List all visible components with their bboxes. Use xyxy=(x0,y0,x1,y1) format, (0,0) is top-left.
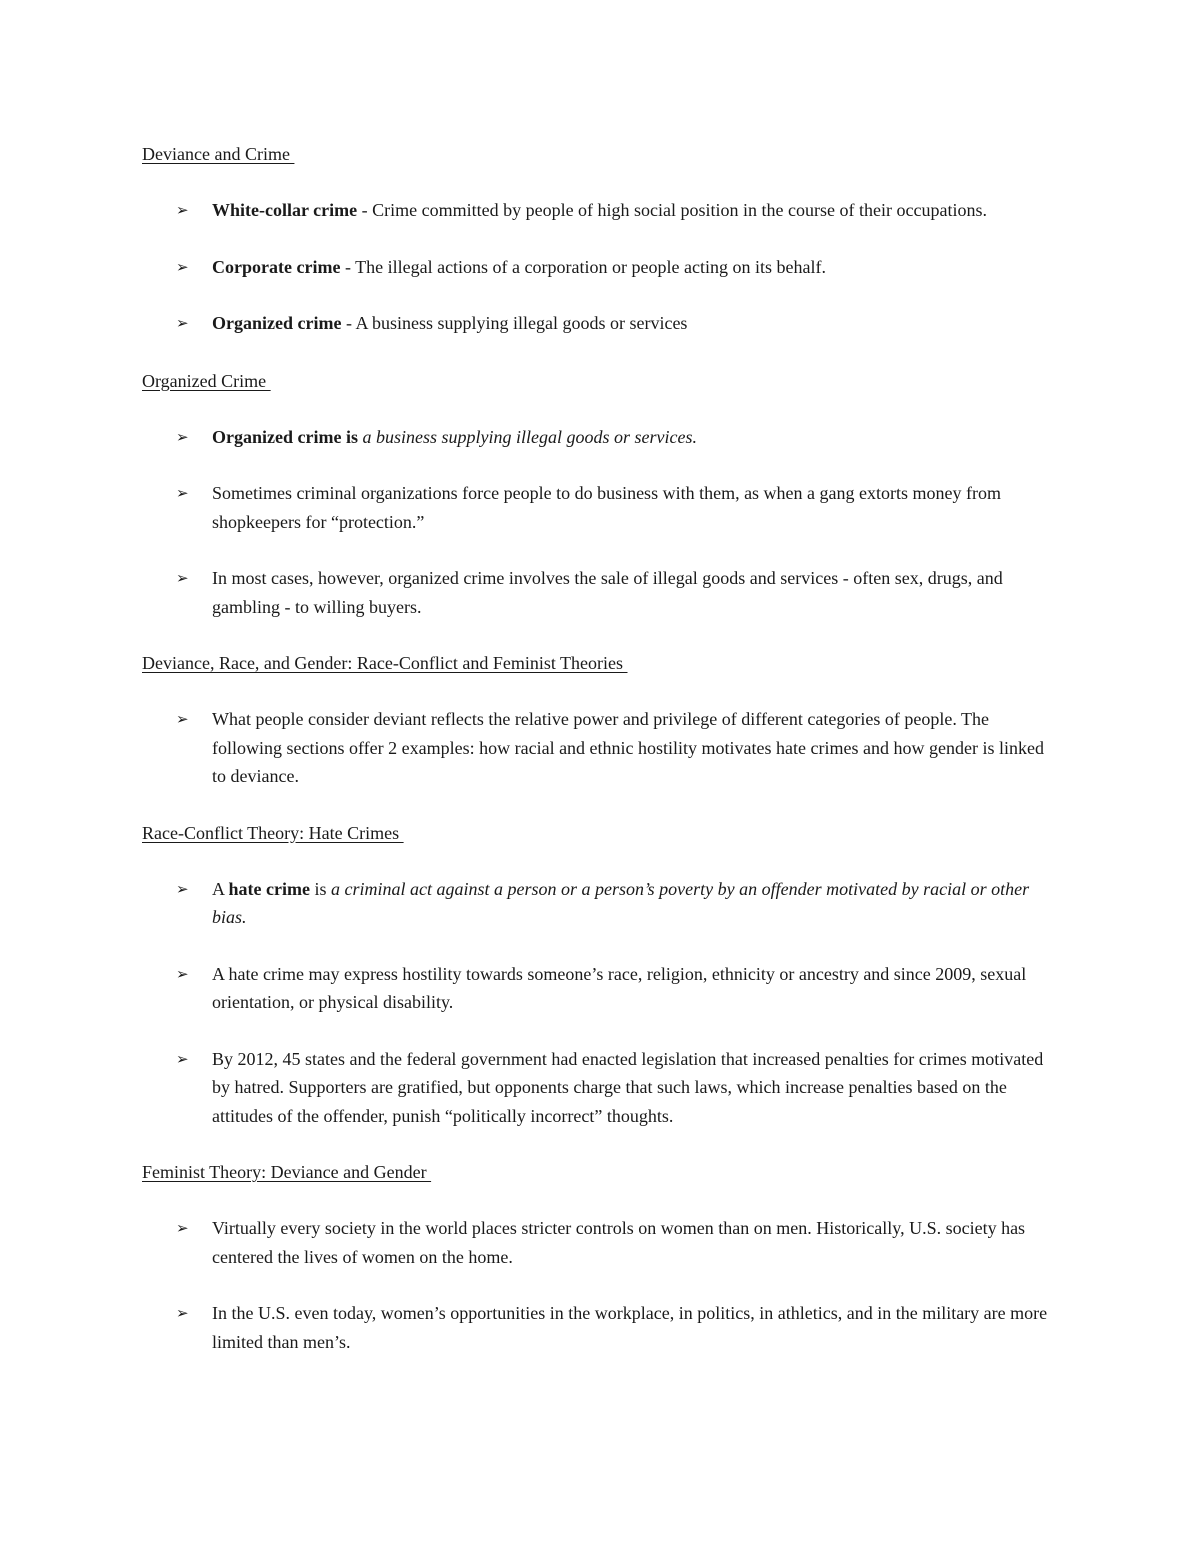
term: Corporate crime xyxy=(212,256,341,277)
arrow-bullet-icon: ➢ xyxy=(176,879,189,898)
arrow-bullet-icon: ➢ xyxy=(176,201,189,219)
list-item xyxy=(142,479,1062,536)
definition: - Crime committed by people of high social position in the course of their occupations. xyxy=(357,200,987,220)
text-segment: By 2012, 45 states and the federal government had enacted legislation that increased penalties for crimes motivated by hatred. Supporters are gratified, but opponents charge that such laws, which increase penalties based on the attitudes of the offender, punish “politically incorrect” thoughts. xyxy=(212,1048,1044,1126)
text-segment: Virtually every society in the world places stricter controls on women than on men. Historically, U.S. society has centered the lives of women on the home. xyxy=(212,1218,1026,1267)
list-item xyxy=(142,253,1062,282)
text-segment: is xyxy=(309,878,331,899)
list-item xyxy=(142,875,1062,932)
text-segment: What people consider deviant reflects the relative power and privilege of different categories of people. The following sections offer 2 examples: how racial and ethnic hostility motivates hate crimes and how gender is linked to deviance. xyxy=(212,709,1044,786)
arrow-bullet-icon: ➢ xyxy=(176,257,189,276)
list-item xyxy=(142,1045,1062,1131)
list-item xyxy=(142,960,1062,1017)
text-segment: A xyxy=(212,878,229,899)
bullet-list xyxy=(142,1214,1062,1356)
list-item xyxy=(142,196,1062,225)
list-item xyxy=(142,564,1062,621)
definition: - The illegal actions of a corporation or people acting on its behalf. xyxy=(340,256,826,277)
definition: - A business supplying illegal goods or services xyxy=(341,313,688,333)
list-item xyxy=(142,705,1062,791)
bullet-list xyxy=(142,705,1062,791)
arrow-bullet-icon: ➢ xyxy=(176,569,189,587)
term: Organized crime is xyxy=(212,426,358,447)
document-page xyxy=(142,140,1062,1356)
arrow-bullet-icon: ➢ xyxy=(176,314,189,332)
arrow-bullet-icon: ➢ xyxy=(176,710,189,728)
section-heading-deviance-and-crime: Deviance and Crime xyxy=(142,144,295,164)
term: hate crime xyxy=(228,878,310,899)
section-heading-organized-crime: Organized Crime xyxy=(142,370,271,391)
definition: a criminal act against a person or a person’s poverty by an offender motivated by racial or other bias. xyxy=(212,878,1030,927)
list-item xyxy=(142,423,1062,452)
section-heading-feminist-theory: Feminist Theory: Deviance and Gender xyxy=(142,1162,432,1182)
arrow-bullet-icon: ➢ xyxy=(176,1049,189,1068)
term: Organized crime xyxy=(212,313,342,333)
list-item xyxy=(142,309,1062,338)
list-item xyxy=(142,1214,1062,1271)
arrow-bullet-icon: ➢ xyxy=(176,1304,189,1322)
bullet-list xyxy=(142,196,1062,338)
arrow-bullet-icon: ➢ xyxy=(176,484,189,502)
arrow-bullet-icon: ➢ xyxy=(176,964,189,983)
term: White-collar crime xyxy=(212,200,358,220)
definition: a business supplying illegal goods or services. xyxy=(362,426,697,447)
text-segment: In the U.S. even today, women’s opportunities in the workplace, in politics, in athletics, and in the military are more limited than men’s. xyxy=(212,1303,1048,1352)
section-heading-race-conflict-theory: Race-Conflict Theory: Hate Crimes xyxy=(142,822,404,843)
arrow-bullet-icon: ➢ xyxy=(176,1219,189,1237)
list-item xyxy=(142,1299,1062,1356)
text-segment: Sometimes criminal organizations force people to do business with them, as when a gang extorts money from shopkeepers for “protection.” xyxy=(212,483,1001,532)
section-heading-deviance-race-gender: Deviance, Race, and Gender: Race-Conflict and Feminist Theories xyxy=(142,653,628,673)
bullet-list xyxy=(142,875,1062,1131)
arrow-bullet-icon: ➢ xyxy=(176,427,189,446)
bullet-list xyxy=(142,423,1062,622)
text-segment: A hate crime may express hostility towards someone’s race, religion, ethnicity or ancestry and since 2009, sexual orientation, or physical disability. xyxy=(212,963,1027,1012)
text-segment: In most cases, however, organized crime involves the sale of illegal goods and services - often sex, drugs, and gambling - to willing buyers. xyxy=(212,568,1003,617)
